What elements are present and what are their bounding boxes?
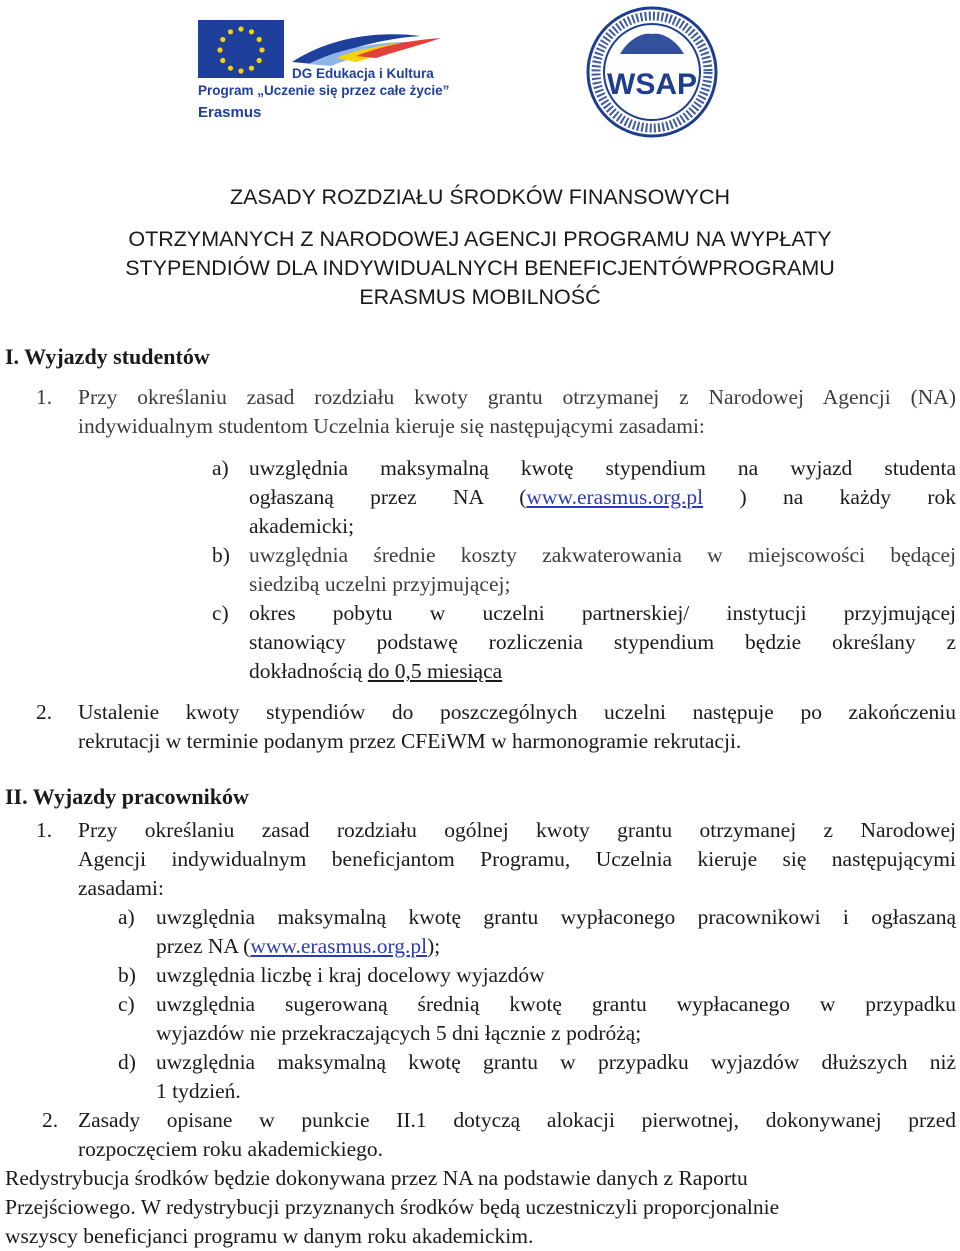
s1-c-line3-pre: dokładnością [249,659,368,683]
title-line-1: ZASADY ROZDZIAŁU ŚRODKÓW FINANSOWYCH [229,185,731,209]
s2-a-line1: uwzględnia maksymalną kwotę grantu wypłaconego pracownikowi i ogłaszaną [156,905,956,929]
eu-erasmus-logo [196,18,461,124]
s1-a-line2-pre: ogłaszaną przez NA ( [249,485,527,509]
s2-a-line2-pre: przez NA ( [156,934,251,958]
eu-logo-line2: Program „Uczenie się przez całe życie” [198,83,450,98]
title-line-2: OTRZYMANYCH Z NARODOWEJ AGENCJI PROGRAMU NA WYPŁATY [128,227,832,251]
s2-item1-line3: zasadami: [78,876,164,900]
s2-item1-line2: Agencji indywidualnym beneficjantom Programu, Uczelnia kieruje się następującymi [78,847,956,871]
s1-item2-line2: rekrutacji w terminie podanym przez CFEiWM w harmonogramie rekrutacji. [78,729,742,753]
section-1-heading: I. Wyjazdy studentów [5,344,210,369]
wsap-label: WSAP [607,68,697,101]
s2-item1-number: 1. [36,818,53,842]
footer-line-3: wszyscy beneficjanci programu w danym roku akademickim. [5,1224,534,1248]
footer-line-1: Redystrybucja środków będzie dokonywana przez NA na podstawie danych z Raportu [5,1166,748,1190]
s2-a-label: a) [118,905,135,929]
s1-item1-line1: Przy określaniu zasad rozdziału kwoty grantu otrzymanej z Narodowej Agencji (NA) [78,385,956,409]
s1-b-line2: siedzibą uczelni przyjmującej; [249,572,511,596]
s1-item1-number: 1. [36,385,53,409]
s1-b-line1: uwzględnia średnie koszty zakwaterowania w miejscowości będącej [249,543,956,567]
erasmus-link-2[interactable]: www.erasmus.org.pl [250,934,428,958]
s1-item2-line1: Ustalenie kwoty stypendiów do poszczególnych uczelni następuje po zakończeniu [78,700,956,724]
s1-a-label: a) [212,456,229,480]
s1-c-label: c) [212,601,229,625]
s2-d-line1: uwzględnia maksymalną kwotę grantu w przypadku wyjazdów dłuższych niż [156,1050,956,1074]
s2-item2-line2: rozpoczęciem roku akademickiego. [78,1137,384,1161]
s1-item2-number: 2. [36,700,53,724]
s2-c-line1: uwzględnia sugerowaną średnią kwotę grantu wypłacanego w przypadku [156,992,956,1016]
s1-a-line1: uwzględnia maksymalną kwotę stypendium na wyjazd studenta [249,456,956,480]
s1-c-line1: okres pobytu w uczelni partnerskiej/ instytucji przyjmującej [249,601,956,625]
s2-b-label: b) [118,963,136,987]
section-2-heading: II. Wyjazdy pracowników [5,784,249,809]
s1-c-line3 [249,657,502,686]
s2-item2-number: 2. [42,1108,59,1132]
s1-c-line3-underlined: do 0,5 miesiąca [367,659,503,683]
s1-a-line2-post: ) na każdy rok [703,485,957,509]
s2-a-line2-post: ); [427,934,441,958]
title-line-4: ERASMUS MOBILNOŚĆ [359,285,601,309]
erasmus-swoosh-icon [292,34,441,66]
s1-a-line3: akademicki; [249,514,355,538]
s2-d-label: d) [118,1050,136,1074]
s1-b-label: b) [212,543,230,567]
title-line-3: STYPENDIÓW DLA INDYWIDUALNYCH BENEFICJENTÓWPROGRAMU [125,256,835,280]
s2-a-line2 [156,932,440,961]
eu-logo-line3: Erasmus [198,104,262,121]
s2-item2-line1: Zasady opisane w punkcie II.1 dotyczą alokacji pierwotnej, dokonywanej przed [78,1108,956,1132]
s2-d-line2: 1 tydzień. [156,1079,241,1103]
eu-logo-line1: DG Edukacja i Kultura [292,66,434,81]
seal-crest-icon [620,34,684,54]
s2-c-line2: wyjazdów nie przekraczających 5 dni łącznie z podróżą; [156,1021,642,1045]
s2-b-line1: uwzględnia liczbę i kraj docelowy wyjazdów [156,963,545,987]
s2-item1-line1: Przy określaniu zasad rozdziału ogólnej kwoty grantu otrzymanej z Narodowej [78,818,956,842]
s1-item1-line2: indywidualnym studentom Uczelnia kieruje się następującymi zasadami: [78,414,705,438]
s2-c-label: c) [118,992,135,1016]
footer-line-2: Przejściowego. W redystrybucji przyznanych środków będą uczestniczyli proporcjonalnie [5,1195,780,1219]
s1-c-line2: stanowiący podstawę rozliczenia stypendium będzie określany z [249,630,956,654]
s1-a-line2 [249,483,956,512]
erasmus-link-1[interactable]: www.erasmus.org.pl [526,485,704,509]
wsap-seal-logo [584,4,720,140]
